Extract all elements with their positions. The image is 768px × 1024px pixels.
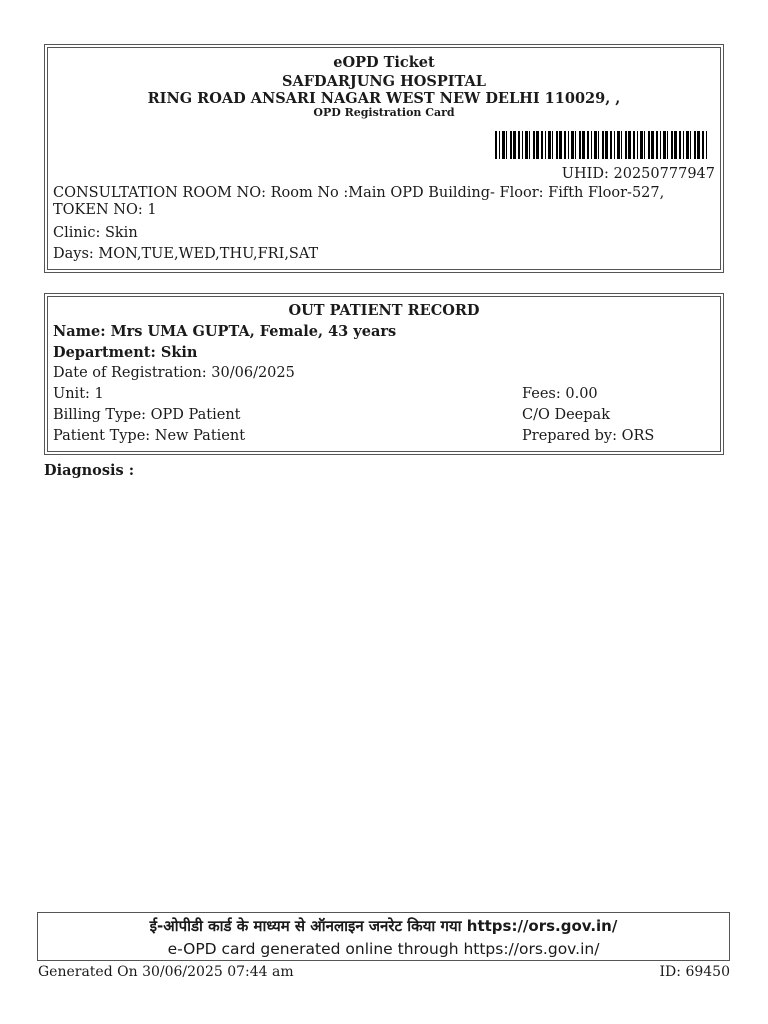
- patient-type: Patient Type: New Patient: [53, 428, 246, 444]
- registration-date: Date of Registration: 30/06/2025: [53, 365, 295, 381]
- billing-careof-row: [53, 405, 715, 426]
- unit: Unit: 1: [53, 386, 104, 402]
- uhid: UHID: 20250777947: [561, 166, 715, 182]
- record-heading: OUT PATIENT RECORD: [288, 302, 480, 319]
- generated-on: Generated On 30/06/2025 07:44 am: [38, 964, 294, 980]
- patient-name: Name: Mrs UMA GUPTA, Female, 43 years: [53, 323, 397, 340]
- hospital-address: RING ROAD ANSARI NAGAR WEST NEW DELHI 110029, ,: [147, 90, 621, 107]
- prepared-by: Prepared by: ORS: [522, 428, 655, 444]
- document-id: ID: 69450: [659, 964, 730, 980]
- diagnosis-label: Diagnosis :: [44, 462, 135, 479]
- consultation-room: CONSULTATION ROOM NO: Room No :Main OPD Building- Floor: Fifth Floor-527, TOKEN NO: 1: [53, 185, 665, 218]
- hospital-name: SAFDARJUNG HOSPITAL: [281, 73, 486, 90]
- patienttype-prepared-row: [53, 426, 715, 447]
- ticket-inner: [47, 47, 721, 270]
- record-box: [44, 293, 724, 455]
- department: Department: Skin: [53, 344, 198, 361]
- days: Days: MON,TUE,WED,THU,FRI,SAT: [53, 246, 319, 262]
- footer-english-note: e-OPD card generated online through https://ors.gov.in/: [167, 940, 600, 958]
- footer-note-box: [37, 912, 730, 961]
- ticket-title: eOPD Ticket: [333, 54, 435, 71]
- record-inner: [47, 296, 721, 452]
- clinic: Clinic: Skin: [53, 225, 138, 241]
- billing-type: Billing Type: OPD Patient: [53, 407, 241, 423]
- footer-hindi-note: ई-ओपीडी कार्ड के माध्यम से ऑनलाइन जनरेट किया गया https://ors.gov.in/: [149, 917, 618, 935]
- barcode-image: [495, 131, 707, 159]
- ticket-box: [44, 44, 724, 273]
- unit-fees-row: [53, 384, 715, 405]
- card-type: OPD Registration Card: [313, 106, 455, 119]
- fees: Fees: 0.00: [522, 386, 598, 402]
- care-of: C/O Deepak: [522, 407, 610, 423]
- barcode-row: [53, 123, 715, 161]
